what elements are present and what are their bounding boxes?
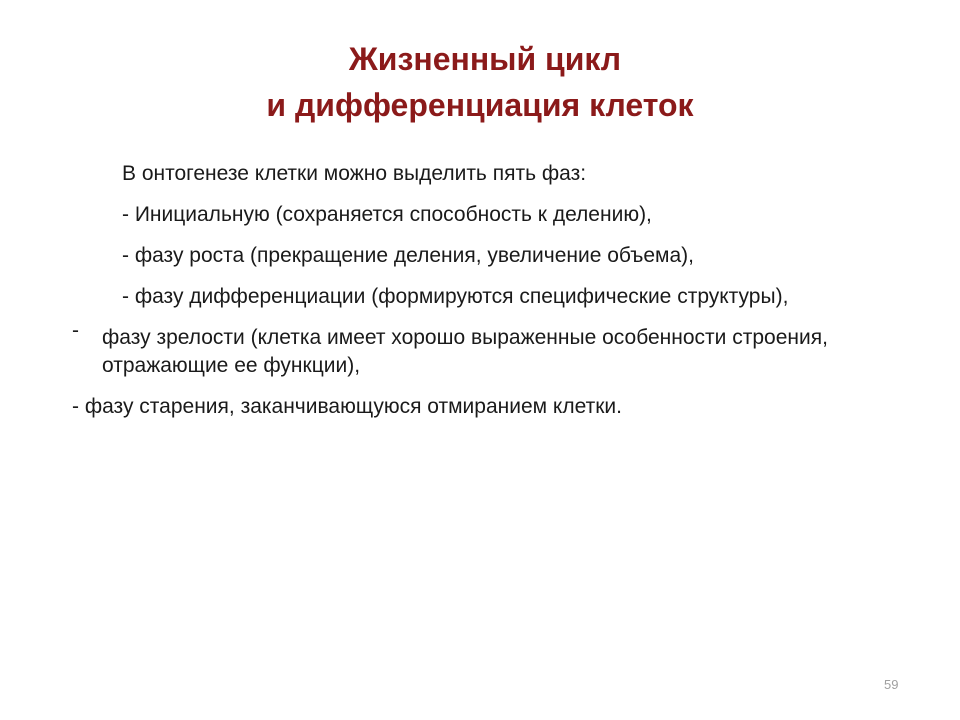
slide-body [72,160,922,434]
title-line-2: и дифференциация клеток [266,87,694,123]
intro-paragraph: В онтогенезе клетки можно выделить пять фаз: [122,162,587,185]
phase-maturity-text: фазу зрелости (клетка имеет хорошо выраженные особенности строения, отражающие ее функции), [102,326,828,377]
slide-title [0,36,960,128]
phase-aging: - фазу старения, заканчивающуюся отмиранием клетки. [72,395,622,418]
title-line-1: Жизненный цикл [348,41,622,77]
phase-maturity [72,319,922,380]
phase-growth: - фазу роста (прекращение деления, увеличение объема), [122,244,695,267]
phase-initial: - Инициальную (сохраняется способность к делению), [122,203,652,226]
phase-differentiation: - фазу дифференциации (формируются специфические структуры), [122,285,789,308]
page-number: 59 [884,677,899,692]
dash-bullet: - [72,319,79,342]
